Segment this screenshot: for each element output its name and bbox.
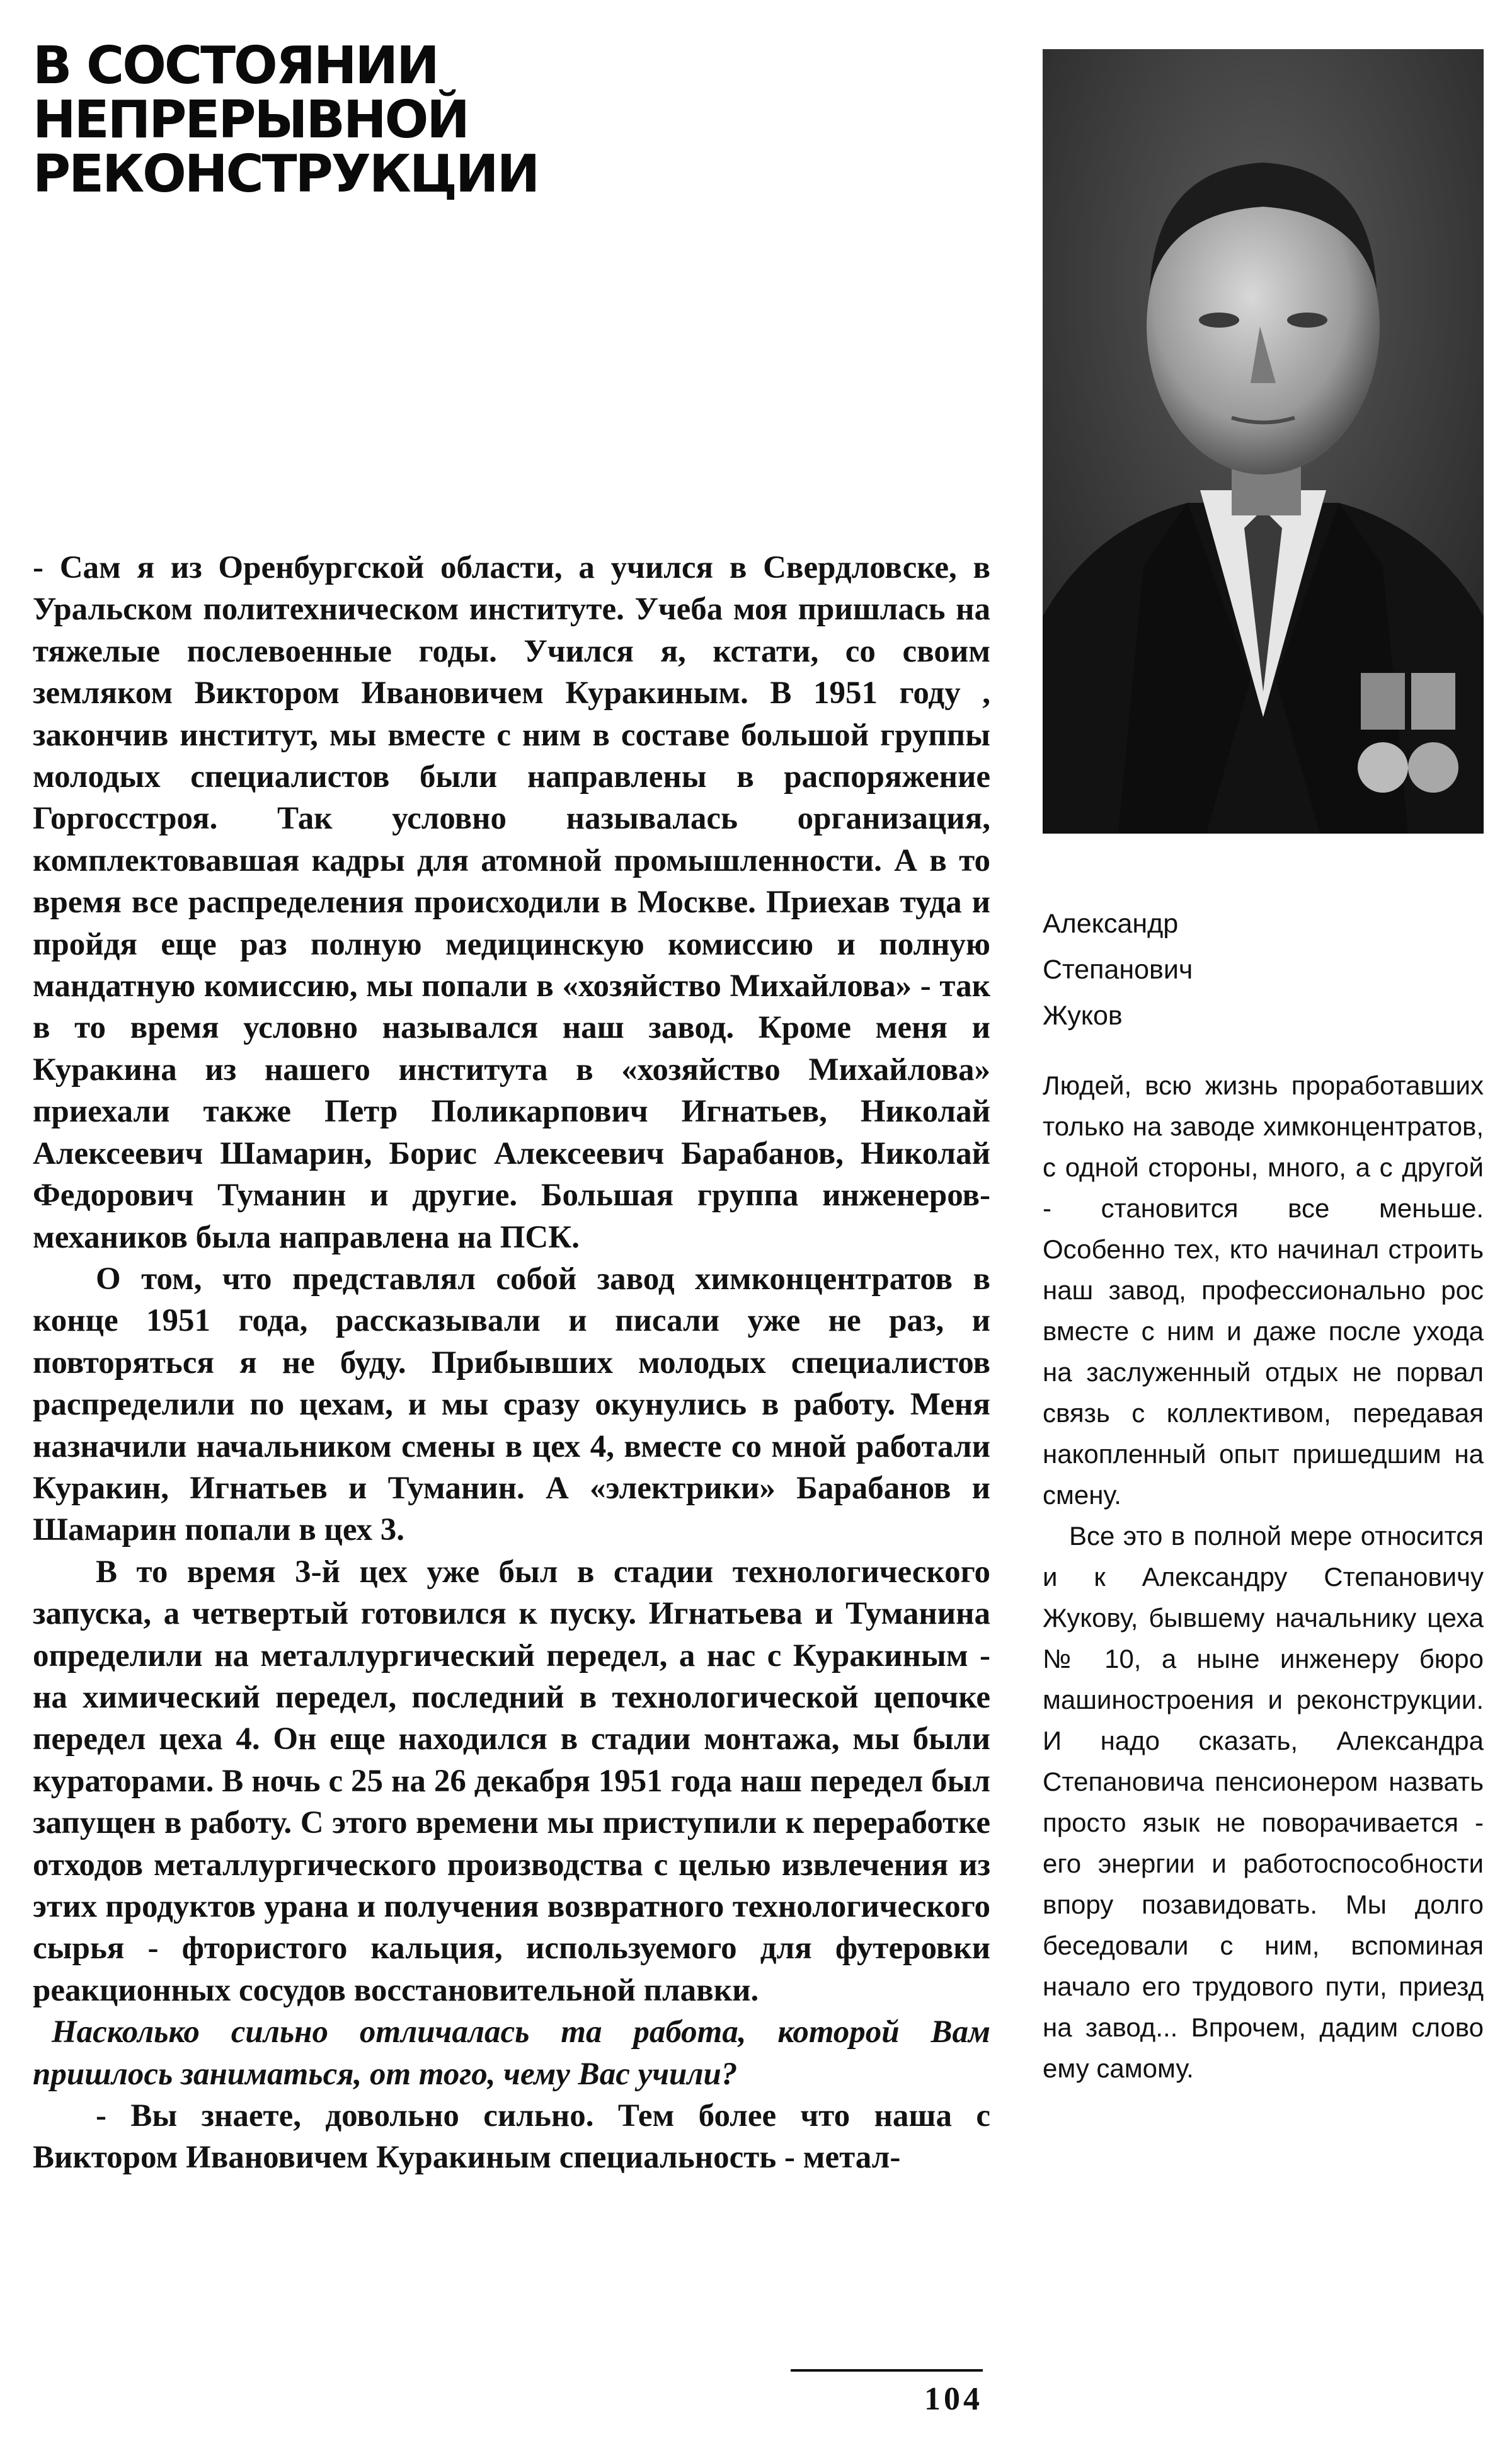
title-line-3: РЕКОНСТРУКЦИИ [33,144,539,204]
title-line-1: В СОСТОЯНИИ [33,36,438,96]
sidebar-paragraph: Все это в полной мере относится и к Александру Степановичу Жукову, бывшему начальнику цеха № 10, а ныне инженеру бюро машиностроения и реконструкции. И надо сказать, Александра Степановича пенсионером назвать просто язык не поворачивается - его энергии и работоспособности впору позавидовать. Мы долго беседовали с ним, вспоминая начало его трудового пути, приезд на завод... Впрочем, дадим слово ему самому. [1043,1521,1484,2083]
caption-line-2: Степанович [1043,955,1193,985]
portrait-illustration [1043,49,1484,834]
title-line-2: НЕПРЕРЫВНОЙ [33,90,468,150]
body-paragraph: - Вы знаете, довольно сильно. Тем более что наша с Виктором Ивановичем Куракиным специальность - метал- [33,2098,990,2176]
article-body [33,547,990,2179]
page-number-rule [791,2369,983,2372]
body-paragraph: - Сам я из Оренбургской области, а учился в Свердловске, в Уральском политехническом институте. Учеба моя пришлась на тяжелые послевоенные годы. Учился я, кстати, со своим земляком Виктором Ивановичем Куракиным. В 1951 году , закончив институт, мы вместе с ним в составе большой группы молодых специалистов были направлены в распоряжение Горгосстроя. Так условно называлась организация, комплектовавшая кадры для атомной промышленности. А в то время все распределения происходили в Москве. Приехав туда и пройдя еще раз полную медицинскую комиссию и полную мандатную комиссию, мы попали в «хозяйство Михайлова» - так в то время условно назывался наш завод. Кроме меня и Куракина из нашего института в «хозяйство Михайлова» приехали также Петр Поликарпович Игнатьев, Николай Алексеевич Шамарин, Борис Алексеевич Барабанов, Николай Федорович Туманин и другие. Большая группа инженеров-механиков была направлена на ПСК. [33,550,990,1255]
article-title [33,36,600,204]
caption-line-1: Александр [1043,909,1179,939]
body-paragraph: О том, что представлял собой завод химконцентратов в конце 1951 года, рассказывали и писали уже не раз, и повторяться я не буду. Прибывших молодых специалистов распределили по цехам, и мы сразу окунулись в работу. Меня назначили начальником смены в цех 4, вместе со мной работали Куракин, Игнатьев и Туманин. А «электрики» Барабанов и Шамарин попали в цех 3. [33,1261,990,1548]
intro-sidebar [1043,1065,1484,2089]
interview-question: Насколько сильно отличалась та работа, которой Вам пришлось заниматься, от того, чему Вас учили? [33,2014,990,2092]
body-paragraph: В то время 3-й цех уже был в стадии технологического запуска, а четвертый готовился к пуску. Игнатьева и Туманина определили на металлургический передел, а нас с Куракиным - на химический передел, последний в технологической цепочке передел цеха 4. Он еще находился в стадии монтажа, мы были кураторами. В ночь с 25 на 26 декабря 1951 года наш передел был запущен в работу. С этого времени мы приступили к переработке отходов металлургического производства с целью извлечения из этих продуктов урана и получения возвратного технологического сырья - фтористого кальция, используемого для футеровки реакционных сосудов восстановительной плавки. [33,1554,990,2008]
photo-caption [1043,901,1484,1039]
caption-line-3: Жуков [1043,1001,1123,1031]
portrait-photo [1043,49,1484,834]
sidebar-paragraph: Людей, всю жизнь проработавших только на заводе химконцентратов, с одной стороны, много, а с другой - становится все меньше. Особенно тех, кто начинал строить наш завод, профессионально рос вместе с ним и даже после ухода на заслуженный отдых не порвал связь с коллективом, передавая накопленный опыт пришедшим на смену. [1043,1071,1484,1510]
page-number: 104 [924,2381,983,2417]
